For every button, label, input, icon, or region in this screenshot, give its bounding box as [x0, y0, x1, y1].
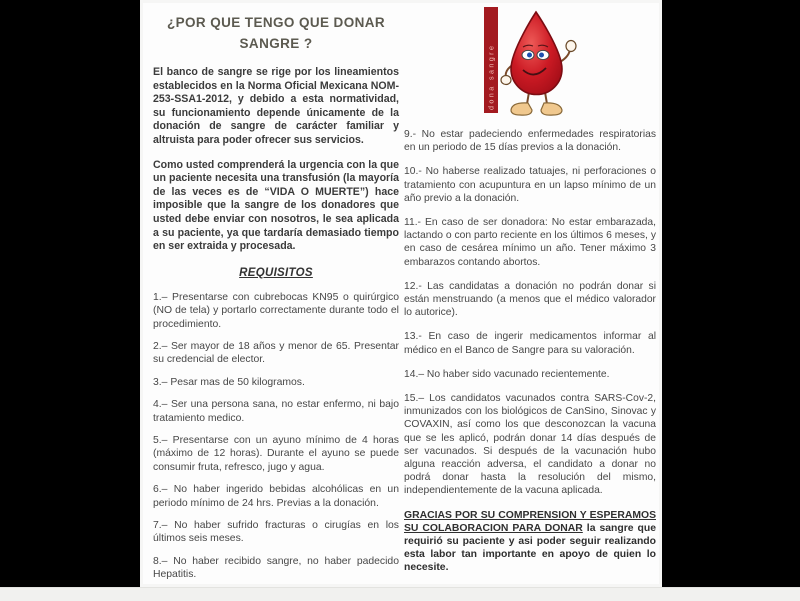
requirement-item-1: 1.– Presentarse con cubrebocas KN95 o quirúrgico (NO de tela) y portarlo correctamente durante todo el procedimiento. — [153, 291, 399, 330]
left-glove — [501, 76, 511, 85]
requisitos-heading: REQUISITOS — [239, 266, 313, 279]
closing-thanks-rest: la sangre que requirió su paciente y asi poder seguir realizando esta labor tan importante en apoyo de quien lo necesite. — [404, 522, 657, 574]
requirement-item-14: 14.– No haber sido vacunado recientemente. — [404, 368, 610, 380]
flyer-page — [140, 0, 662, 587]
blood-drop-mascot-illustration — [480, 4, 590, 122]
closing-paragraph — [404, 509, 656, 574]
left-column — [153, 6, 399, 587]
requirement-item-11: 11.- En caso de ser donadora: No estar embarazada, lactando o con parto reciente en los últimos 6 meses, y en caso de cesárea mínimo un año. Tener máximo 3 embarazos contando abortos. — [404, 217, 656, 268]
requirement-item-4: 4.– Ser una persona sana, no estar enfermo, ni bajo tratamiento medico. — [153, 399, 399, 424]
requirement-item-9: 9.- No estar padeciendo enfermedades respiratorias en un periodo de 15 días previos a la donación. — [404, 129, 656, 154]
requirement-item-2: 2.– Ser mayor de 18 años y menor de 65. Presentar su credencial de elector. — [153, 340, 399, 366]
requirement-item-10: 10.- No haberse realizado tatuajes, ni perforaciones o tratamiento con acupuntura en un lapso mínimo de un año previo a la donación. — [404, 166, 656, 204]
requirement-item-5: 5.– Presentarse con un ayuno mínimo de 4 horas (máximo de 12 horas). Durante el ayuno se puede consumir fruta, refresco, jugo y agua. — [153, 434, 399, 473]
intro-paragraph-2: Como usted comprenderá la urgencia con la que un paciente necesita una transfusión (la mayoría de las veces es de “VIDA O MUERTE”) hace imposible que la sangre de los donadores que usted debe enviar con nosotros, le sea aplicada a su paciente, ya que tardaría demasiado tiempo en ser extraida y procesada. — [153, 158, 399, 253]
right-column — [404, 0, 656, 585]
requirement-item-8: 8.– No haber recibido sangre, no haber padecido Hepatitis. — [153, 555, 399, 581]
requirement-item-15: 15.– Los candidatos vacunados contra SARS-Cov-2, inmunizados con los biológicos de CanSino, Sinovac y COVAXIN, así como los que desconozcan la vacuna que se les aplicó, podrán donar 14 días después de ser vacunados. Si después de la vacunación hubo alguna reacción adversa, el candidato a donar no podrá donar hasta la resolución del mismo, independientemente de la vacuna aplicada. — [404, 393, 656, 497]
banner-vertical-text: dona sangre — [486, 43, 496, 110]
blood-drop-mascot — [480, 4, 590, 122]
requirement-item-13: 13.- En caso de ingerir medicamentos informar al médico en el Banco de Sangre para su valoración. — [404, 331, 656, 356]
requirement-item-7: 7.– No haber sufrido fracturas o cirugías en los últimos seis meses. — [153, 520, 399, 545]
requirement-item-12: 12.- Las candidatas a donación no podrán donar si están menstruando (a menos que el médico valorador lo autorice). — [404, 280, 656, 319]
blood-drop-body — [511, 12, 562, 95]
intro-paragraph-1: El banco de sangre se rige por los lineamientos establecidos en la Norma Oficial Mexicana NOM-253-SSA1-2012, y debido a esta normatividad, su funcionamiento depende únicamente de la donación de sangre de carácter familiar y altruista para poder ofrecer sus servicios. — [153, 66, 399, 146]
bottom-gray-strip — [0, 587, 800, 601]
page-title-line2: SANGRE ? — [239, 36, 313, 51]
page-title-line1: ¿POR QUE TENGO QUE DONAR — [166, 15, 386, 30]
right-shoe — [541, 103, 562, 115]
left-shoe — [511, 103, 532, 115]
requirement-item-3: 3.– Pesar mas de 50 kilogramos. — [153, 376, 305, 388]
dona-sangre-banner — [484, 7, 498, 113]
closing-thanks-underlined: GRACIAS POR SU COMPRENSION Y ESPERAMOS SU COLABORACION PARA DONAR — [404, 509, 656, 534]
page-title — [153, 12, 399, 54]
requirement-item-6: 6.– No haber ingerido bebidas alcohólicas en un periodo mínimo de 24 hrs. Previas a la donación. — [153, 484, 399, 509]
right-glove — [566, 41, 576, 52]
